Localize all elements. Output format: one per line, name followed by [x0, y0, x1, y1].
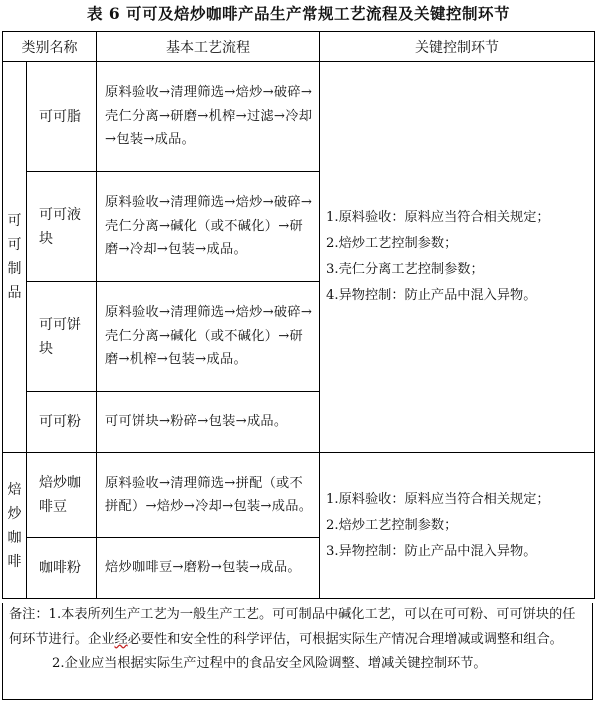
- category-label: 焙炒咖啡: [7, 481, 22, 570]
- product-name: 可可液块: [39, 206, 81, 247]
- key-points-cell: [320, 62, 595, 453]
- flow-text: 可可饼块→粉碎→包装→成品。: [105, 414, 288, 430]
- product-cell: [27, 392, 97, 453]
- table-row: [3, 453, 595, 538]
- note-text: 备注：1.本表所列生产工艺为一般生产工艺。可可制品中碱化工艺，可以在可可粉、可可饼块的任何环节进行。企业: [9, 607, 576, 647]
- table-title: 表 6 可可及焙炒咖啡产品生产常规工艺流程及关键控制环节: [86, 4, 511, 23]
- product-cell: [27, 538, 97, 599]
- note-underlined-text: 经: [114, 631, 128, 647]
- category-cell: [3, 62, 27, 453]
- flow-text: 原料验收→清理筛选→焙炒→破碎→壳仁分离→研磨→机榨→过滤→冷却→包装→成品。: [105, 85, 313, 148]
- header-flow: 基本工艺流程: [97, 32, 320, 62]
- flow-text: 焙炒咖啡豆→磨粉→包装→成品。: [105, 560, 301, 576]
- header-key: 关键控制环节: [320, 32, 595, 62]
- header-category: 类别名称: [3, 32, 97, 62]
- flow-cell: [97, 392, 320, 453]
- flow-cell: [97, 538, 320, 599]
- key-point: 1.原料验收：原料应当符合相关规定；: [326, 491, 550, 507]
- product-cell: [27, 62, 97, 172]
- table-row: [3, 62, 595, 172]
- key-point: 2.焙炒工艺控制参数；: [326, 236, 458, 251]
- product-name: 可可粉: [39, 414, 81, 430]
- key-point: 2.焙炒工艺控制参数；: [326, 517, 458, 533]
- product-cell: [27, 453, 97, 538]
- header-row: [3, 32, 595, 62]
- flow-cell: [97, 172, 320, 282]
- note-line-2: 2.企业应当根据实际生产过程中的食品安全风险调整、增减关键控制环节。: [52, 656, 487, 671]
- note-text: 必要性和安全性的科学评估，可根据实际生产情况合理增减或调整和组合。: [127, 631, 563, 647]
- product-cell: [27, 282, 97, 392]
- process-table: [2, 31, 595, 599]
- flow-cell: [97, 453, 320, 538]
- product-name: 咖啡粉: [39, 560, 81, 576]
- product-name: 可可饼块: [39, 316, 81, 357]
- product-name: 可可脂: [39, 108, 81, 125]
- category-label: 可可制品: [7, 213, 22, 301]
- flow-text: 原料验收→清理筛选→拼配（或不拼配）→焙炒→冷却→包装→成品。: [105, 475, 313, 514]
- key-point: 4.异物控制：防止产品中混入异物。: [326, 288, 537, 303]
- table-note: [2, 603, 593, 700]
- flow-text: 原料验收→清理筛选→焙炒→破碎→壳仁分离→碱化（或不碱化）→研磨→冷却→包装→成品。: [105, 195, 313, 258]
- flow-cell: [97, 62, 320, 172]
- key-point: 1.原料验收：原料应当符合相关规定；: [326, 210, 550, 225]
- key-point: 3.壳仁分离工艺控制参数；: [326, 262, 484, 277]
- note-line-1: [9, 603, 586, 652]
- key-points-cell: [320, 453, 595, 599]
- flow-cell: [97, 282, 320, 392]
- category-cell: [3, 453, 27, 599]
- product-cell: [27, 172, 97, 282]
- key-point: 3.异物控制：防止产品中混入异物。: [326, 543, 537, 559]
- flow-text: 原料验收→清理筛选→焙炒→破碎→壳仁分离→碱化（或不碱化）→研磨→机榨→包装→成品。: [105, 305, 313, 368]
- product-name: 焙炒咖啡豆: [39, 475, 81, 515]
